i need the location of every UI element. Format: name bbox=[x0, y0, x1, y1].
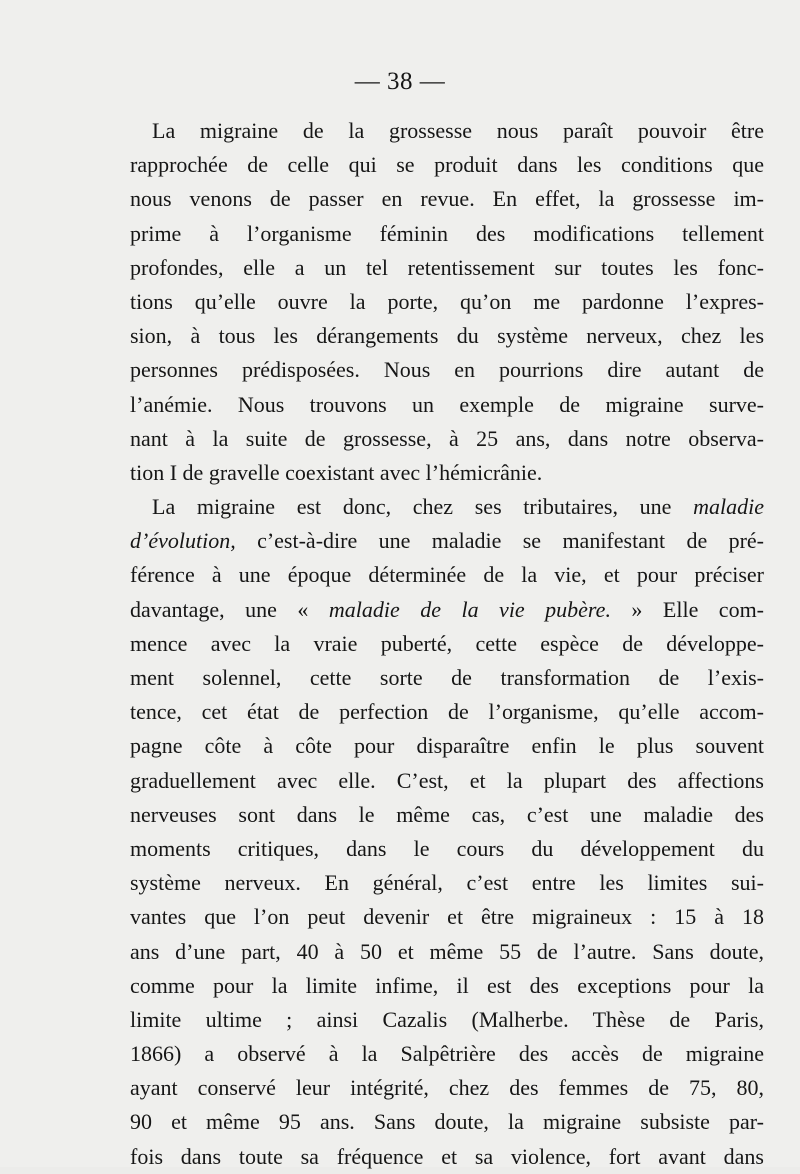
text-line: ayant conservé leur intégrité, chez des femmes de 75, 80, bbox=[130, 1075, 764, 1101]
text-line: personnes prédisposées. Nous en pourrions dire autant de bbox=[130, 357, 764, 383]
text-line: vantes que l’on peut devenir et être migraineux : 15 à 18 bbox=[130, 904, 764, 930]
italic-run: maladie de la vie pubère. bbox=[328, 596, 611, 622]
text-line: graduellement avec elle. C’est, et la plupart des affections bbox=[130, 767, 764, 793]
italic-run: maladie bbox=[693, 494, 764, 520]
text-line: nous venons de passer en revue. En effet, la grossesse im- bbox=[130, 186, 764, 212]
text-line: système nerveux. En général, c’est entre les limites sui- bbox=[130, 870, 764, 896]
text-line: nerveuses sont dans le même cas, c’est une maladie des bbox=[130, 801, 764, 827]
body-text bbox=[130, 114, 764, 1174]
text-line: nant à la suite de grossesse, à 25 ans, dans notre observa- bbox=[130, 425, 764, 451]
text-run: » Elle com- bbox=[610, 596, 765, 622]
text-line: tion I de gravelle coexistant avec l’hémicrânie. bbox=[130, 459, 543, 485]
text-run: c’est-à-dire une maladie se manifestant de pré- bbox=[235, 528, 764, 554]
text-line: mence avec la vraie puberté, cette espèce de développe- bbox=[130, 630, 764, 656]
text-line: ment solennel, cette sorte de transformation de l’exis- bbox=[130, 665, 764, 690]
text-line: comme pour la limite infime, il est des exceptions pour la bbox=[130, 972, 764, 998]
text-line: sion, à tous les dérangements du système nerveux, chez les bbox=[130, 323, 764, 349]
text-line: prime à l’organisme féminin des modifications tellement bbox=[130, 220, 764, 246]
text-line: 90 et même 95 ans. Sans doute, la migraine subsiste par- bbox=[130, 1109, 764, 1135]
page-number: — 38 — bbox=[354, 68, 446, 95]
text-line: rapprochée de celle qui se produit dans les conditions que bbox=[130, 152, 764, 178]
text-line: fois dans toute sa fréquence et sa violence, fort avant dans bbox=[130, 1143, 764, 1169]
text-line bbox=[130, 593, 764, 627]
text-line bbox=[130, 524, 764, 558]
text-run: La migraine est donc, chez ses tributaires, une bbox=[152, 494, 694, 520]
text-line: tence, cet état de perfection de l’organisme, qu’elle accom- bbox=[130, 699, 764, 725]
text-line: férence à une époque déterminée de la vie, et pour préciser bbox=[130, 562, 764, 588]
text-line: moments critiques, dans le cours du développement du bbox=[130, 835, 764, 861]
text-line bbox=[130, 490, 764, 524]
text-line: 1866) a observé à la Salpêtrière des accès de migraine bbox=[130, 1041, 764, 1067]
text-line: limite ultime ; ainsi Cazalis (Malherbe. Thèse de Paris, bbox=[130, 1006, 764, 1032]
text-line: l’anémie. Nous trouvons un exemple de migraine surve- bbox=[130, 391, 764, 417]
text-run: davantage, une « bbox=[130, 596, 329, 622]
text-line: ans d’une part, 40 à 50 et même 55 de l’autre. Sans doute, bbox=[130, 938, 764, 964]
text-line: profondes, elle a un tel retentissement sur toutes les fonc- bbox=[130, 254, 764, 280]
text-line: pagne côte à côte pour disparaître enfin le plus souvent bbox=[130, 733, 764, 759]
text-line: tions qu’elle ouvre la porte, qu’on me pardonne l’expres- bbox=[130, 288, 764, 314]
italic-run: d’évolution, bbox=[130, 528, 236, 554]
text-line: La migraine de la grossesse nous paraît pouvoir être bbox=[152, 118, 764, 143]
